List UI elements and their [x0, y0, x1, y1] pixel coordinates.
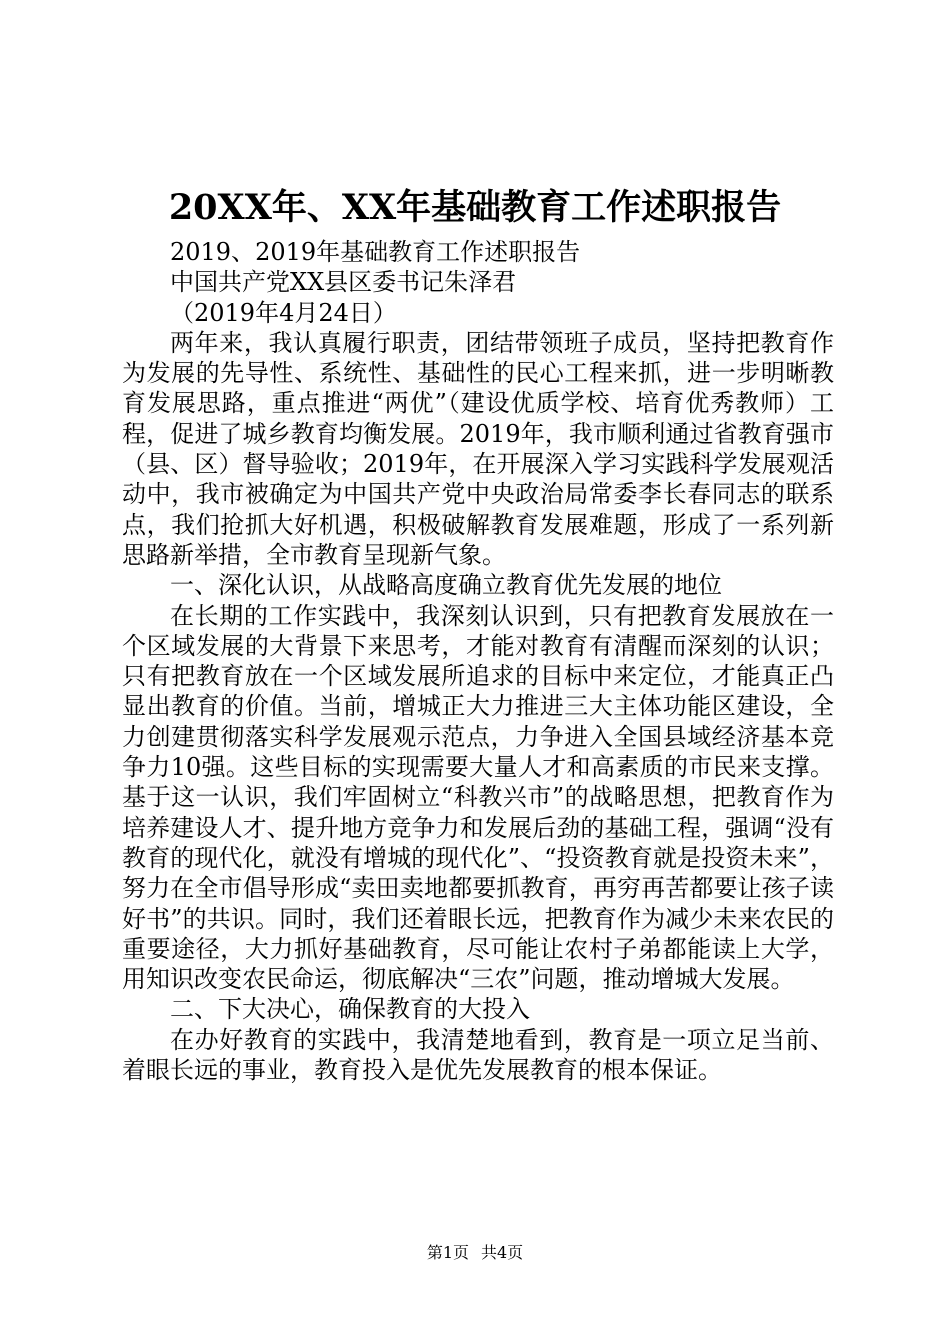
paragraph-intro: 两年来，我认真履行职责，团结带领班子成员，坚持把教育作为发展的先导性、系统性、基础性的民心工程来抓，进一步明晰教育发展思路，重点推进“两优”（建设优质学校、培育优秀教师）工程，促进了城乡教育均衡发展。2019年，我市顺利通过省教育强市（县、区）督导验收；2019年，在开展深入学习实践科学发展观活动中，我市被确定为中国共产党中央政治局常委李长春同志的联系点，我们抢抓大好机遇，积极破解教育发展难题，形成了一系列新思路新举措，全市教育呈现新气象。: [122, 328, 834, 569]
document-body: [122, 237, 834, 1085]
paragraph-section-1: 在长期的工作实践中，我深刻认识到，只有把教育发展放在一个区域发展的大背景下来思考，才能对教育有清醒而深刻的认识；只有把教育放在一个区域发展所追求的目标中来定位，才能真正凸显出教育的价值。当前，增城正大力推进三大主体功能区建设，全力创建贯彻落实科学发展观示范点，力争进入全国县域经济基本竞争力10强。这些目标的实现需要大量人才和高素质的市民来支撑。基于这一认识，我们牢固树立“科教兴市”的战略思想，把教育作为培养建设人才、提升地方竞争力和发展后劲的基础工程，强调“没有教育的现代化，就没有增城的现代化”、“投资教育就是投资未来”，努力在全市倡导形成“卖田卖地都要抓教育，再穷再苦都要让孩子读好书”的共识。同时，我们还着眼长远，把教育作为减少未来农民的重要途径，大力抓好基础教育，尽可能让农村子弟都能读上大学，用知识改变农民命运，彻底解决“三农”问题，推动增城大发展。: [122, 601, 834, 994]
document-subtitle: 2019、2019年基础教育工作述职报告: [170, 238, 581, 266]
paragraph-section-2: 在办好教育的实践中，我清楚地看到，教育是一项立足当前、着眼长远的事业，教育投入是优先发展教育的根本保证。: [122, 1025, 834, 1085]
section-heading-2: 二、下大决心，确保教育的大投入: [170, 995, 530, 1024]
page-footer: [0, 1242, 950, 1264]
page-total: 共4页: [481, 1243, 524, 1262]
section-heading-1: 一、深化认识，从战略高度确立教育优先发展的地位: [170, 571, 722, 600]
document-title: 20XX年、XX年基础教育工作述职报告: [168, 187, 782, 228]
document-author: 中国共产党XX县区委书记朱泽君: [170, 268, 517, 297]
document-date: （2019年4月24日）: [170, 298, 397, 327]
page-number: 第1页: [426, 1243, 469, 1262]
